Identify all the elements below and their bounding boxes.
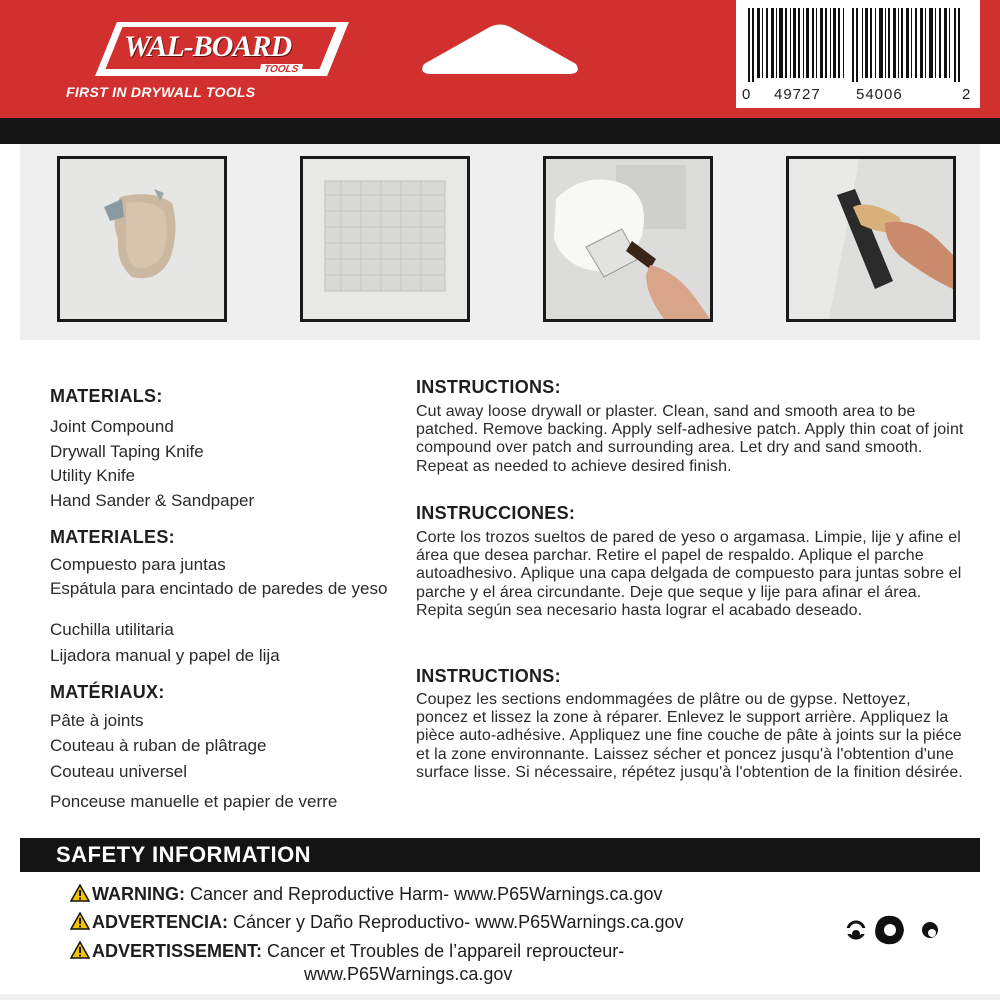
warning-triangle-icon bbox=[70, 912, 90, 930]
warning-line-es bbox=[70, 912, 684, 933]
materials-item-fr: Couteau universel bbox=[50, 762, 188, 781]
brand-tagline: FIRST IN DRYWALL TOOLS bbox=[66, 84, 256, 100]
step-photo-compound bbox=[543, 156, 713, 322]
instructions-body-es: Corte los trozos sueltos de pared de yeso o argamasa. Limpie, lije y afine el área que desea parchar. Retire el papel de respaldo. Aplique el parche autoadhesivo. Aplique una capa delgada de compuesto para juntas sobre el parche y el área circundante. Deje que seque y lije para afinar el área. Repita según sea necesario hasta lograr el acabado deseado. bbox=[416, 529, 962, 619]
header-dark-band bbox=[0, 118, 1000, 144]
instructions-heading-fr: INSTRUCTIONS: bbox=[416, 666, 561, 686]
materials-heading-en: MATERIALS: bbox=[50, 386, 163, 406]
brand-header bbox=[0, 0, 1000, 118]
warning-text: Cancer et Troubles de l’appareil reproucteur- bbox=[262, 941, 625, 961]
materials-item-es: Cuchilla utilitaria bbox=[50, 620, 174, 639]
instructions-body-fr: Coupez les sections endommagées de plâtre ou de gypse. Nettoyez, poncez et lissez la zone à réparer. Enlevez le support arrière. Appliquez la pièce auto-adhésive. Appliquez une fine couche de pâte à joints sur la piéce et la zone environnante. Laissez sécher et poncez jusqu'à l'obtention d'une surface lisse. Si nécessaire, répétez jusqu'à l'obtention de la finition désirée. bbox=[416, 691, 963, 781]
barcode-left-digits: 49727 bbox=[774, 86, 821, 103]
sanding-image bbox=[789, 159, 953, 319]
warning-label: WARNING: bbox=[92, 884, 185, 904]
materials-item-en: Utility Knife bbox=[50, 466, 136, 485]
barcode bbox=[736, 0, 980, 108]
materials-item-en: Drywall Taping Knife bbox=[50, 442, 204, 461]
logo-wordmark: WAL-BOARD bbox=[124, 30, 292, 63]
warning-text: Cancer and Reproductive Harm- www.P65Warnings.ca.gov bbox=[185, 884, 663, 904]
barcode-bars bbox=[748, 8, 968, 82]
mesh-patch-image bbox=[303, 159, 467, 319]
materials-heading-fr: MATÉRIAUX: bbox=[50, 682, 165, 702]
warning-text: Cáncer y Daño Reproductivo- www.P65Warnings.ca.gov bbox=[228, 912, 684, 932]
recycling-symbols-icon bbox=[842, 910, 952, 950]
warning-triangle-icon bbox=[70, 941, 90, 959]
step-photo-patch bbox=[300, 156, 470, 322]
materials-item-fr: Pâte à joints bbox=[50, 711, 144, 730]
safety-bar bbox=[20, 838, 980, 872]
safety-title: SAFETY INFORMATION bbox=[56, 842, 312, 867]
hang-hole-icon bbox=[414, 22, 586, 78]
warning-label: ADVERTISSEMENT: bbox=[92, 941, 263, 961]
materials-item-en: Joint Compound bbox=[50, 417, 174, 436]
logo-subtext: TOOLS bbox=[259, 64, 303, 75]
materials-item-es: Espátula para encintado de paredes de yeso bbox=[50, 579, 388, 598]
instructions-heading-en: INSTRUCTIONS: bbox=[416, 377, 561, 397]
warning-line-en bbox=[70, 884, 663, 905]
step-photo-hole bbox=[57, 156, 227, 322]
step-photo-sanding bbox=[786, 156, 956, 322]
instructions-body-en: Cut away loose drywall or plaster. Clean, sand and smooth area to be patched. Remove backing. Apply self-adhesive patch. Apply thin coat of joint compound over patch and surrounding area. Let dry and sand smooth. Repeat as needed to achieve desired finish. bbox=[416, 403, 964, 475]
materials-item-es: Lijadora manual y papel de lija bbox=[50, 646, 280, 665]
warning-label: ADVERTENCIA: bbox=[92, 912, 229, 932]
barcode-system-digit: 0 bbox=[742, 86, 752, 103]
warning-triangle-icon bbox=[70, 884, 90, 902]
card-bottom-edge bbox=[0, 994, 1000, 1000]
instructions-heading-es: INSTRUCCIONES: bbox=[416, 503, 576, 523]
warning-line-fr bbox=[70, 941, 624, 962]
materials-item-fr: Couteau à ruban de plâtrage bbox=[50, 736, 267, 755]
materials-item-fr: Ponceuse manuelle et papier de verre bbox=[50, 792, 338, 811]
compound-knife-image bbox=[546, 159, 710, 319]
materials-item-es: Compuesto para juntas bbox=[50, 555, 226, 574]
hole-in-drywall-image bbox=[60, 159, 224, 319]
barcode-check-digit: 2 bbox=[962, 86, 972, 103]
barcode-right-digits: 54006 bbox=[856, 86, 903, 103]
materials-item-en: Hand Sander & Sandpaper bbox=[50, 491, 255, 510]
warning-url-continuation: www.P65Warnings.ca.gov bbox=[304, 964, 513, 984]
materials-heading-es: MATERIALES: bbox=[50, 527, 175, 547]
brand-logo bbox=[66, 22, 366, 112]
